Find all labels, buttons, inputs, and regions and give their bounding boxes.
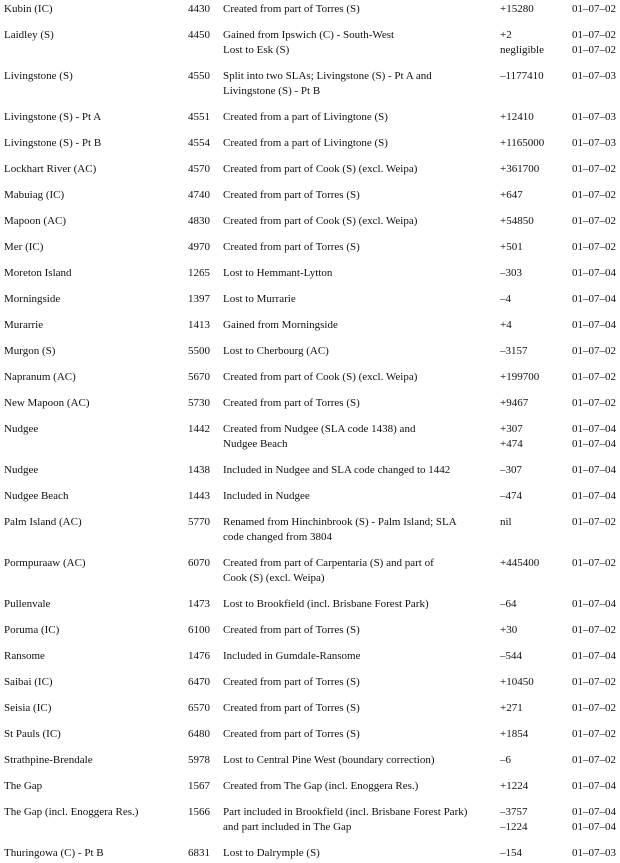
change-amount: +12410	[500, 111, 534, 123]
row-lines	[210, 556, 620, 586]
sla-name: New Mapoon (AC)	[4, 397, 90, 409]
change-line	[210, 422, 620, 437]
change-amount: nil	[500, 516, 512, 528]
sla-code: 1397	[188, 293, 210, 305]
row-lines	[210, 2, 620, 17]
change-line	[210, 43, 620, 58]
change-amount: negligible	[500, 44, 544, 56]
change-description: Gained from Ipswich (C) - South-West	[223, 29, 395, 41]
row-lines	[210, 188, 620, 203]
change-description: Created from part of Torres (S)	[223, 397, 360, 409]
row-lines	[210, 370, 620, 385]
sla-code: 6831	[188, 847, 210, 859]
change-date: 01–07–04	[572, 319, 616, 331]
change-date: 01–07–04	[572, 490, 616, 502]
sla-name: Lockhart River (AC)	[4, 163, 97, 175]
table-row	[0, 779, 620, 794]
change-line	[210, 571, 620, 586]
sla-changes-table	[0, 2, 620, 861]
sla-name: The Gap	[4, 780, 43, 792]
change-amount: –3157	[500, 345, 528, 357]
change-line	[210, 489, 620, 504]
change-description: Created from part of Torres (S)	[223, 728, 360, 740]
sla-code: 5670	[188, 371, 210, 383]
change-line	[210, 597, 620, 612]
sla-code: 4570	[188, 163, 210, 175]
row-lines	[210, 779, 620, 794]
change-description: Lost to Esk (S)	[223, 44, 290, 56]
sla-name: Napranum (AC)	[4, 371, 76, 383]
change-date: 01–07–04	[572, 598, 616, 610]
change-line	[210, 214, 620, 229]
row-lines	[210, 240, 620, 255]
change-amount: –4	[500, 293, 511, 305]
change-amount: +1854	[500, 728, 529, 740]
row-lines	[210, 597, 620, 612]
change-description: Livingstone (S) - Pt B	[223, 85, 321, 97]
row-lines	[210, 463, 620, 478]
change-line	[210, 753, 620, 768]
change-amount: –544	[500, 650, 522, 662]
sla-name: Laidley (S)	[4, 29, 54, 41]
sla-name: Strathpine-Brendale	[4, 754, 93, 766]
change-amount: –3757	[500, 806, 528, 818]
change-date: 01–07–04	[572, 267, 616, 279]
sla-code: 1443	[188, 490, 210, 502]
table-row	[0, 597, 620, 612]
change-description: Lost to Central Pine West (boundary correction)	[223, 754, 435, 766]
change-description: Part included in Brookfield (incl. Brisbane Forest Park)	[223, 806, 468, 818]
sla-name: Poruma (IC)	[4, 624, 60, 636]
table-row	[0, 701, 620, 716]
change-date: 01–07–02	[572, 754, 616, 766]
table-row	[0, 556, 620, 586]
change-amount: +501	[500, 241, 523, 253]
change-date: 01–07–02	[572, 241, 616, 253]
table-row	[0, 344, 620, 359]
change-date: 01–07–02	[572, 397, 616, 409]
sla-code: 4554	[188, 137, 210, 149]
change-description: Lost to Brookfield (incl. Brisbane Forest Park)	[223, 598, 429, 610]
row-lines	[210, 344, 620, 359]
row-lines	[210, 162, 620, 177]
change-amount: –307	[500, 464, 522, 476]
change-amount	[500, 530, 572, 545]
change-date: 01–07–02	[572, 728, 616, 740]
change-line	[210, 84, 620, 99]
row-lines	[210, 649, 620, 664]
table-row	[0, 675, 620, 690]
change-amount: –474	[500, 490, 522, 502]
change-description: Included in Gumdale-Ransome	[223, 650, 361, 662]
change-description: Included in Nudgee	[223, 490, 310, 502]
change-date: 01–07–04	[572, 821, 616, 833]
change-amount: –303	[500, 267, 522, 279]
table-row	[0, 69, 620, 99]
sla-code: 4740	[188, 189, 210, 201]
change-line	[210, 649, 620, 664]
sla-name: Mer (IC)	[4, 241, 44, 253]
change-description: Created from Nudgee (SLA code 1438) and	[223, 423, 416, 435]
change-description: Created from part of Torres (S)	[223, 624, 360, 636]
change-date: 01–07–02	[572, 163, 616, 175]
change-date: 01–07–02	[572, 702, 616, 714]
sla-name: Saibai (IC)	[4, 676, 53, 688]
change-amount: –154	[500, 847, 522, 859]
row-lines	[210, 422, 620, 452]
change-description: Cook (S) (excl. Weipa)	[223, 572, 325, 584]
change-amount: +30	[500, 624, 518, 636]
change-date: 01–07–03	[572, 137, 616, 149]
change-description: Lost to Cherbourg (AC)	[223, 345, 329, 357]
change-line	[210, 240, 620, 255]
change-amount: +4	[500, 319, 512, 331]
sla-name: Palm Island (AC)	[4, 516, 82, 528]
change-amount: +2	[500, 29, 512, 41]
change-amount	[500, 84, 572, 99]
sla-name: Mabuiag (IC)	[4, 189, 65, 201]
change-description: Created from part of Torres (S)	[223, 702, 360, 714]
change-date: 01–07–02	[572, 676, 616, 688]
table-row	[0, 463, 620, 478]
sla-code: 1438	[188, 464, 210, 476]
sla-code: 6070	[188, 557, 210, 569]
change-line	[210, 162, 620, 177]
row-lines	[210, 292, 620, 307]
change-description: Gained from Morningside	[223, 319, 338, 331]
row-lines	[210, 110, 620, 125]
change-amount: +9467	[500, 397, 529, 409]
sla-code: 5730	[188, 397, 210, 409]
change-date: 01–07–04	[572, 780, 616, 792]
sla-name: St Pauls (IC)	[4, 728, 61, 740]
change-date: 01–07–02	[572, 189, 616, 201]
change-line	[210, 2, 620, 17]
sla-code: 5500	[188, 345, 210, 357]
change-line	[210, 805, 620, 820]
change-line	[210, 69, 620, 84]
change-line	[210, 515, 620, 530]
sla-code: 4551	[188, 111, 210, 123]
row-lines	[210, 675, 620, 690]
change-line	[210, 292, 620, 307]
sla-name: Pullenvale	[4, 598, 51, 610]
row-lines	[210, 266, 620, 281]
sla-name: Livingstone (S) - Pt B	[4, 137, 102, 149]
table-row	[0, 805, 620, 835]
change-description: Created from part of Cook (S) (excl. Weipa)	[223, 215, 418, 227]
row-lines	[210, 489, 620, 504]
sla-name: Pormpuraaw (AC)	[4, 557, 86, 569]
sla-name: Ransome	[4, 650, 45, 662]
change-description: Lost to Dalrymple (S)	[223, 847, 320, 859]
sla-code: 1567	[188, 780, 210, 792]
table-row	[0, 515, 620, 545]
change-line	[210, 820, 620, 835]
change-line	[210, 727, 620, 742]
sla-name: Kubin (IC)	[4, 3, 53, 15]
change-line	[210, 396, 620, 411]
change-amount: –1224	[500, 821, 528, 833]
change-date	[572, 530, 620, 545]
change-date: 01–07–03	[572, 111, 616, 123]
change-line	[210, 701, 620, 716]
change-line	[210, 846, 620, 861]
sla-code: 5770	[188, 516, 210, 528]
sla-code: 4970	[188, 241, 210, 253]
change-description: Created from The Gap (incl. Enoggera Res.)	[223, 780, 419, 792]
row-lines	[210, 28, 620, 58]
change-description: Created from part of Torres (S)	[223, 241, 360, 253]
table-row	[0, 188, 620, 203]
change-description: Created from part of Cook (S) (excl. Weipa)	[223, 163, 418, 175]
sla-code: 6570	[188, 702, 210, 714]
change-line	[210, 530, 620, 545]
table-row	[0, 846, 620, 861]
change-date: 01–07–02	[572, 345, 616, 357]
sla-name: Moreton Island	[4, 267, 72, 279]
sla-name: The Gap (incl. Enoggera Res.)	[4, 806, 139, 818]
change-line	[210, 779, 620, 794]
row-lines	[210, 136, 620, 151]
change-date: 01–07–04	[572, 650, 616, 662]
table-row	[0, 136, 620, 151]
change-amount: +54850	[500, 215, 534, 227]
sla-name: Seisia (IC)	[4, 702, 52, 714]
change-line	[210, 344, 620, 359]
table-row	[0, 370, 620, 385]
change-amount: +10450	[500, 676, 534, 688]
change-date: 01–07–04	[572, 464, 616, 476]
row-lines	[210, 623, 620, 638]
change-amount: +1165000	[500, 137, 545, 149]
change-description: Split into two SLAs; Livingstone (S) - Pt A and	[223, 70, 432, 82]
table-row	[0, 422, 620, 452]
change-amount: +307	[500, 423, 523, 435]
row-lines	[210, 846, 620, 861]
sla-name: Murarrie	[4, 319, 44, 331]
change-amount: +199700	[500, 371, 540, 383]
change-amount: –1177410	[500, 70, 544, 82]
sla-name: Morningside	[4, 293, 61, 305]
table-row	[0, 396, 620, 411]
row-lines	[210, 805, 620, 835]
table-row	[0, 162, 620, 177]
sla-code: 4430	[188, 3, 210, 15]
change-description: Created from part of Carpentaria (S) and part of	[223, 557, 434, 569]
change-line	[210, 370, 620, 385]
table-row	[0, 240, 620, 255]
table-row	[0, 292, 620, 307]
table-row	[0, 2, 620, 17]
change-date: 01–07–04	[572, 293, 616, 305]
change-date: 01–07–02	[572, 44, 616, 56]
change-amount: +15280	[500, 3, 534, 15]
sla-name: Livingstone (S) - Pt A	[4, 111, 102, 123]
change-date: 01–07–02	[572, 516, 616, 528]
change-date: 01–07–04	[572, 423, 616, 435]
change-amount: +1224	[500, 780, 529, 792]
change-amount: –64	[500, 598, 517, 610]
change-description: Created from part of Torres (S)	[223, 189, 360, 201]
sla-name: Nudgee	[4, 423, 39, 435]
row-lines	[210, 753, 620, 768]
table-row	[0, 489, 620, 504]
sla-code: 6470	[188, 676, 210, 688]
sla-code: 1566	[188, 806, 210, 818]
row-lines	[210, 318, 620, 333]
sla-name: Thuringowa (C) - Pt B	[4, 847, 104, 859]
change-line	[210, 110, 620, 125]
row-lines	[210, 727, 620, 742]
change-description: Created from part of Torres (S)	[223, 3, 360, 15]
change-amount: +647	[500, 189, 523, 201]
sla-code: 4830	[188, 215, 210, 227]
change-date: 01–07–04	[572, 806, 616, 818]
change-date: 01–07–03	[572, 847, 616, 859]
change-amount: +271	[500, 702, 523, 714]
change-description: Lost to Hemmant-Lytton	[223, 267, 333, 279]
sla-code: 1413	[188, 319, 210, 331]
sla-code: 6100	[188, 624, 210, 636]
change-date: 01–07–02	[572, 557, 616, 569]
change-date	[572, 571, 620, 586]
sla-code: 5978	[188, 754, 210, 766]
change-amount: –6	[500, 754, 511, 766]
change-line	[210, 437, 620, 452]
change-line	[210, 318, 620, 333]
sla-code: 4550	[188, 70, 210, 82]
table-row	[0, 214, 620, 229]
change-date: 01–07–02	[572, 371, 616, 383]
change-amount: +361700	[500, 163, 540, 175]
change-description: Created from part of Torres (S)	[223, 676, 360, 688]
change-description: Included in Nudgee and SLA code changed to 1442	[223, 464, 451, 476]
change-line	[210, 463, 620, 478]
change-description: Lost to Murrarie	[223, 293, 296, 305]
change-description: and part included in The Gap	[223, 821, 352, 833]
change-amount: +445400	[500, 557, 540, 569]
change-line	[210, 188, 620, 203]
table-row	[0, 623, 620, 638]
table-row	[0, 28, 620, 58]
sla-name: Murgon (S)	[4, 345, 56, 357]
row-lines	[210, 515, 620, 545]
sla-code: 1442	[188, 423, 210, 435]
change-date: 01–07–02	[572, 215, 616, 227]
table-row	[0, 110, 620, 125]
sla-code: 1473	[188, 598, 210, 610]
change-date: 01–07–02	[572, 29, 616, 41]
row-lines	[210, 214, 620, 229]
row-lines	[210, 701, 620, 716]
change-line	[210, 266, 620, 281]
sla-name: Nudgee	[4, 464, 39, 476]
table-row	[0, 727, 620, 742]
change-description: Created from a part of Livingtone (S)	[223, 111, 388, 123]
row-lines	[210, 396, 620, 411]
change-line	[210, 623, 620, 638]
change-amount	[500, 571, 572, 586]
change-date: 01–07–03	[572, 70, 616, 82]
row-lines	[210, 69, 620, 99]
sla-code: 1265	[188, 267, 210, 279]
change-description: Created from a part of Livingtone (S)	[223, 137, 388, 149]
change-description: Nudgee Beach	[223, 438, 288, 450]
table-row	[0, 266, 620, 281]
sla-code: 4450	[188, 29, 210, 41]
change-line	[210, 556, 620, 571]
change-amount: +474	[500, 438, 523, 450]
sla-code: 1476	[188, 650, 210, 662]
change-date: 01–07–04	[572, 438, 616, 450]
sla-code: 6480	[188, 728, 210, 740]
change-date: 01–07–02	[572, 624, 616, 636]
change-line	[210, 28, 620, 43]
change-description: code changed from 3804	[223, 531, 333, 543]
change-description: Created from part of Cook (S) (excl. Weipa)	[223, 371, 418, 383]
sla-name: Nudgee Beach	[4, 490, 69, 502]
sla-name: Mapoon (AC)	[4, 215, 67, 227]
change-line	[210, 136, 620, 151]
table-row	[0, 318, 620, 333]
change-description: Renamed from Hinchinbrook (S) - Palm Island; SLA	[223, 516, 457, 528]
change-date: 01–07–02	[572, 3, 616, 15]
sla-name: Livingstone (S)	[4, 70, 73, 82]
table-row	[0, 753, 620, 768]
change-date	[572, 84, 620, 99]
change-line	[210, 675, 620, 690]
table-row	[0, 649, 620, 664]
